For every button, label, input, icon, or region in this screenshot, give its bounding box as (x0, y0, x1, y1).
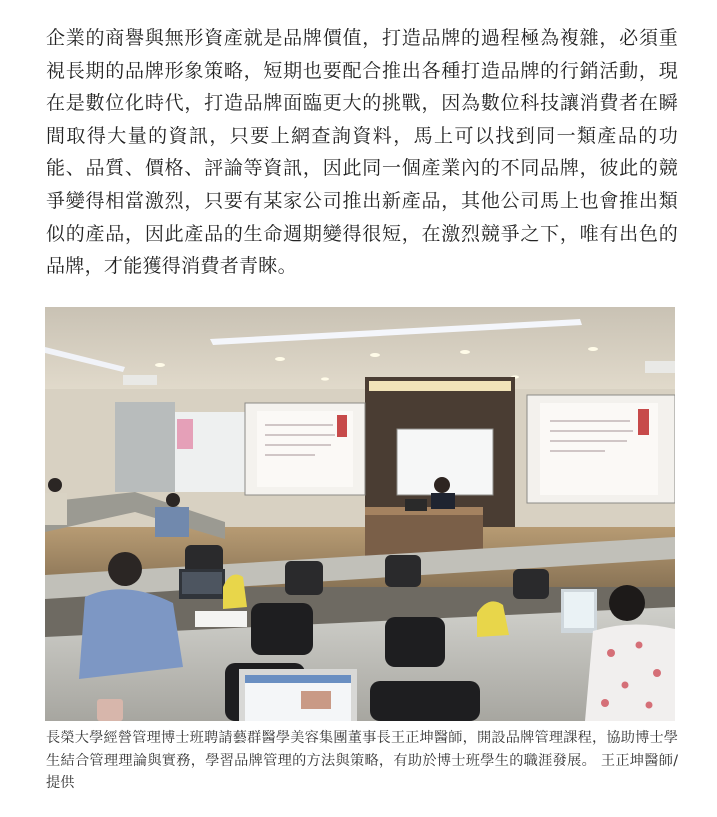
papers (195, 611, 247, 627)
classroom-photo (45, 307, 675, 721)
slide-left-accent (337, 415, 347, 437)
lecturer-body (431, 493, 455, 509)
laptop-front-screen-image (301, 691, 331, 709)
article-paragraph: 企業的商譽與無形資產就是品牌價值，打造品牌的過程極為複雜，必須重視長期的品牌形象策略，短期也要配合推出各種打造品牌的行銷活動，現在是數位化時代，打造品牌面臨更大的挑戰，因為數位科技讓消費者在瞬間取得大量的資訊，只要上網查詢資料，馬上可以找到同一類產品的功能、品質、價格、評論等資訊，因此同一個產業內的不同品牌，彼此的競爭變得相當激烈，只要有某家公司推出新產品，其他公司馬上也會推出類似的產品，因此產品的生命週期變得很短，在激烈競爭之下，唯有出色的品牌，才能獲得消費者青睞。 (46, 27, 678, 278)
projector-left (123, 375, 157, 385)
laptop-left-screen (182, 572, 222, 594)
cup (97, 699, 123, 721)
classroom-photo-illustration (45, 307, 675, 721)
student-back (155, 507, 189, 537)
lecturer-head (434, 477, 450, 493)
student-head (166, 493, 180, 507)
student-far-left (45, 493, 67, 525)
yellow-bag-right (477, 601, 509, 637)
projector-right (645, 361, 675, 373)
podium-monitor (405, 499, 427, 511)
student-front-head (108, 552, 142, 586)
student-front-shirt (79, 589, 183, 679)
laptop-right-screen (564, 592, 594, 628)
student-head-far-left (48, 478, 62, 492)
slide-right-accent (638, 409, 649, 435)
photo-caption: 長榮大學經營管理博士班聘請藝群醫學美容集團董事長王正坤醫師，開設品牌管理課程，協助博士學生結合管理理論與實務，學習品牌管理的方法與策略，有助於博士班學生的職涯發展。 王正坤醫師/提供 (46, 730, 678, 791)
poster (177, 419, 193, 449)
student-right-blouse (585, 624, 675, 721)
student-right-head (609, 585, 645, 621)
podium-wall-light (369, 381, 511, 391)
window (115, 402, 175, 492)
laptop-front-screen-header (245, 675, 351, 683)
